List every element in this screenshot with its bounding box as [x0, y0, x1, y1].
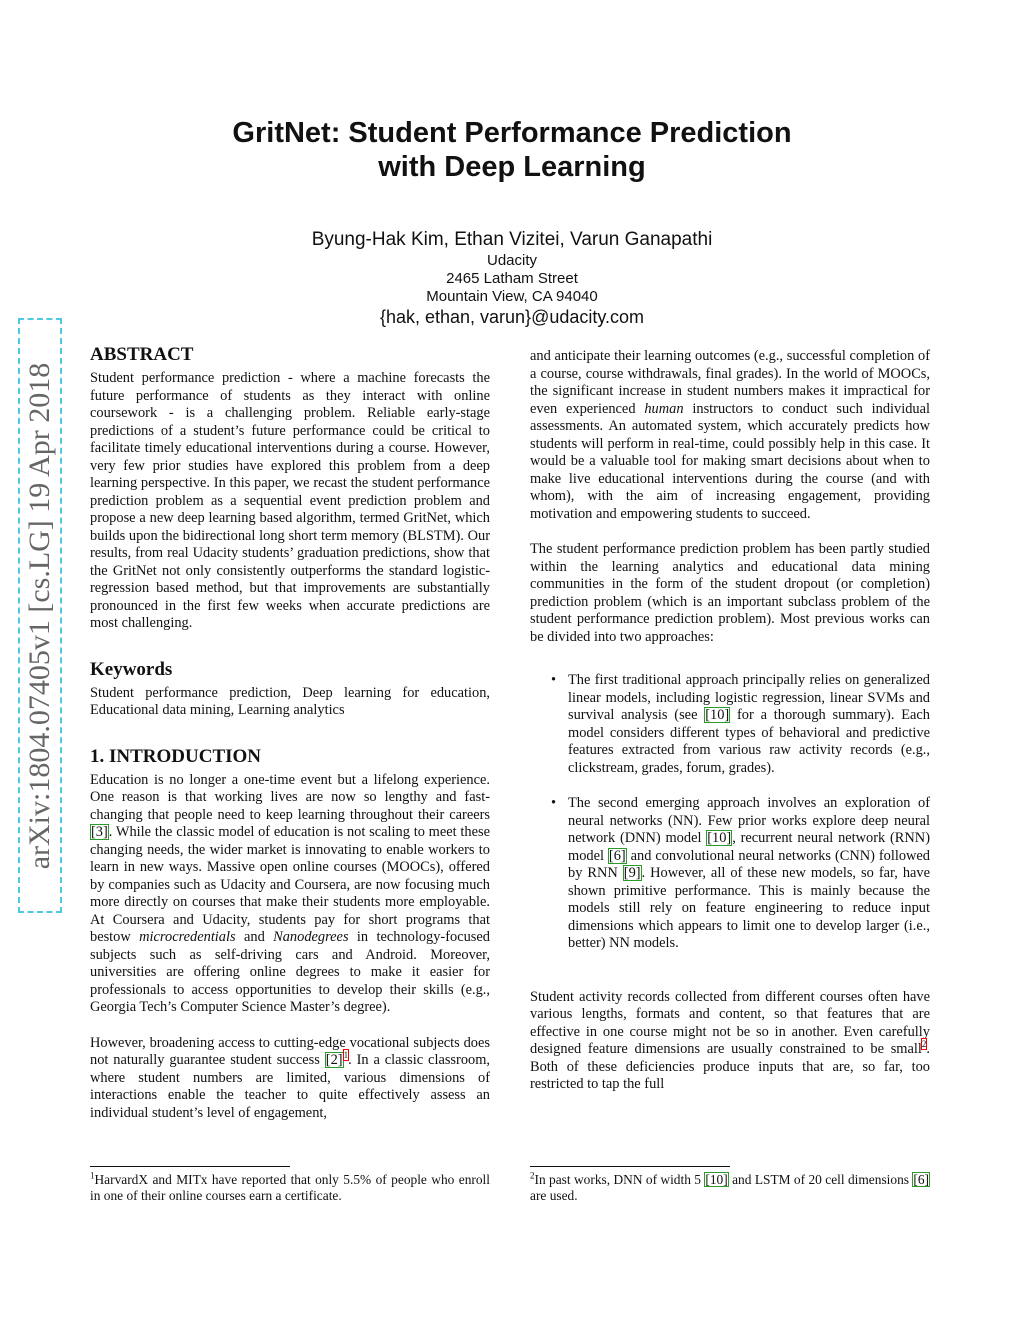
- author-city: Mountain View, CA 94040: [426, 288, 598, 305]
- author-email: {hak, ethan, varun}@udacity.com: [379, 307, 645, 327]
- citation-link[interactable]: [2]: [325, 1052, 343, 1068]
- author-block: [0, 228, 1024, 328]
- title-line-1: GritNet: Student Performance Prediction: [232, 117, 792, 149]
- citation-link[interactable]: [10]: [705, 707, 730, 723]
- citation-link[interactable]: [6]: [608, 847, 626, 864]
- title-line-2: with Deep Learning: [378, 151, 646, 183]
- intro-paragraph-2: However, broadening access to cutting-edge vocational subjects does not naturally guarantee student success [2]$^1$. In a classic classroom, where student numbers are limited, various dimensions of interactions enable the teacher to quite effectively assess an individual student’s level of engagement,: [90, 1034, 491, 1121]
- right-paragraph-3: Student activity records collected from different courses often have various lengths, formats and content, so that features that are effective in one course might not be so in another. Even carefully designed feature dimensions are usually constrained to be small$^2$. Both of these deficiencies produce inputs that are, so far, too restricted to tap the full: [530, 988, 930, 1092]
- keywords-text: Student performance prediction, Deep learning for education, Educational data mining, Learning analytics: [90, 684, 490, 718]
- citation-link[interactable]: [3]: [91, 824, 108, 840]
- paper-title: [0, 116, 1024, 184]
- keywords-heading: Keywords: [90, 658, 173, 680]
- list-item: • The first traditional approach principally relies on generalized linear models, including logistic regression, linear SVMs and survival analysis (see [10] for a thorough summary). Each model considers different types of behavioral and predictive features extracted from various raw activity records (e.g., clickstream, grades, forum, grades).: [568, 672, 930, 777]
- right-paragraph-1: and anticipate their learning outcomes (e.g., successful completion of a course, course withdrawals, final grades). In the world of MOOCs, the significant increase in student numbers makes it impractical for even experienced human instructors to conduct such individual assessments. An automated system, which accurately predicts how students will perform in real-time, could possibly help in this case. It would be a valuable tool for making smart decisions about when to make live educational interventions during the course (and with whom), with the aim of increasing engagement, providing motivation and empowering students to succeed.: [530, 348, 930, 522]
- footnote-marker[interactable]: 1: [343, 1050, 349, 1061]
- footnote-2: $^2$In past works, DNN of width 5 [10] and LSTM of 20 cell dimensions [6] are used.: [530, 1170, 929, 1203]
- author-street: 2465 Latham Street: [446, 270, 578, 287]
- author-names: Byung-Hak Kim, Ethan Vizitei, Varun Ganapathi: [311, 229, 713, 250]
- footnote-rule-right: [530, 1166, 730, 1167]
- citation-link[interactable]: [9]: [623, 865, 641, 881]
- list-item: • The second emerging approach involves an exploration of neural networks (NN). Few prior works explore deep neural network (DNN) model [10], recurrent neural network (RNN) model [6] and convolutional neural networks (CNN) followed by RNN [9]. However, all of these new models, so far, have shown primitive performance. This is mainly because the models still rely on feature engineering to reduce input dimensions which appears to limit one to develop larger (i.e., better) NN models.: [568, 795, 930, 953]
- arxiv-stamp: [18, 318, 62, 913]
- abstract-heading: ABSTRACT: [90, 344, 194, 365]
- footnote-marker[interactable]: 2: [921, 1039, 927, 1050]
- right-column: [530, 348, 930, 1094]
- left-column: [90, 344, 490, 1122]
- right-paragraph-2: The student performance prediction problem has been partly studied within the learning analytics and educational data mining communities in the form of the student dropout (or completion) prediction problem (which is an important subclass problem of the student performance prediction problem). Most previous works can be divided into two approaches:: [530, 541, 930, 645]
- footnote-1: $^1$HarvardX and MITx have reported that only 5.5% of people who enroll in one of their online courses earn a certificate.: [90, 1170, 490, 1203]
- footnote-rule-left: [90, 1166, 290, 1167]
- abstract-text: Student performance prediction - where a machine forecasts the future performance of students as they interact with online coursework - is a challenging problem. Reliable early-stage predictions of a student’s future performance could be critical to facilitate timely educational interventions during a course. However, very few prior studies have explored this problem from a deep learning perspective. In this paper, we recast the student performance prediction problem as a sequential event prediction problem and propose a new deep learning based algorithm, termed GritNet, which builds upon the bidirectional long short term memory (BLSTM). Our results, from real Udacity students’ graduation predictions, show that the GritNet not only consistently outperforms the standard logistic-regression based method, but that improvements are substantially pronounced in the first few weeks when accurate predictions are most challenging.: [90, 370, 490, 631]
- intro-heading: 1. INTRODUCTION: [90, 745, 262, 767]
- citation-link[interactable]: [6]: [913, 1172, 929, 1187]
- citation-link[interactable]: [10]: [705, 1172, 728, 1187]
- intro-paragraph-1: Education is no longer a one-time event but a lifelong experience. One reason is that working lives are now so lengthy and fast-changing that people need to keep learning throughout their careers [3]. While the classic model of education is not scaling to meet these changing needs, the wider market is innovating to enable workers to learn in new ways. Massive open online courses (MOOCs), offered by companies such as Udacity and Coursera, are now focusing much more directly on courses that make their students more employable. At Coursera and Udacity, students pay for short programs that bestow microcredentials and Nanodegrees in technology-focused subjects such as self-driving cars and Android. Moreover, universities are offering online degrees to make it easier for professionals to access opportunities to develop their skills (e.g., Georgia Tech’s Computer Science Master’s degree).: [90, 771, 490, 1015]
- citation-link[interactable]: [10]: [707, 830, 732, 846]
- arxiv-id: arXiv:1804.07405v1 [cs.LG] 19 Apr 2018: [23, 362, 56, 869]
- approach-list: [530, 672, 930, 953]
- author-org: Udacity: [486, 252, 538, 269]
